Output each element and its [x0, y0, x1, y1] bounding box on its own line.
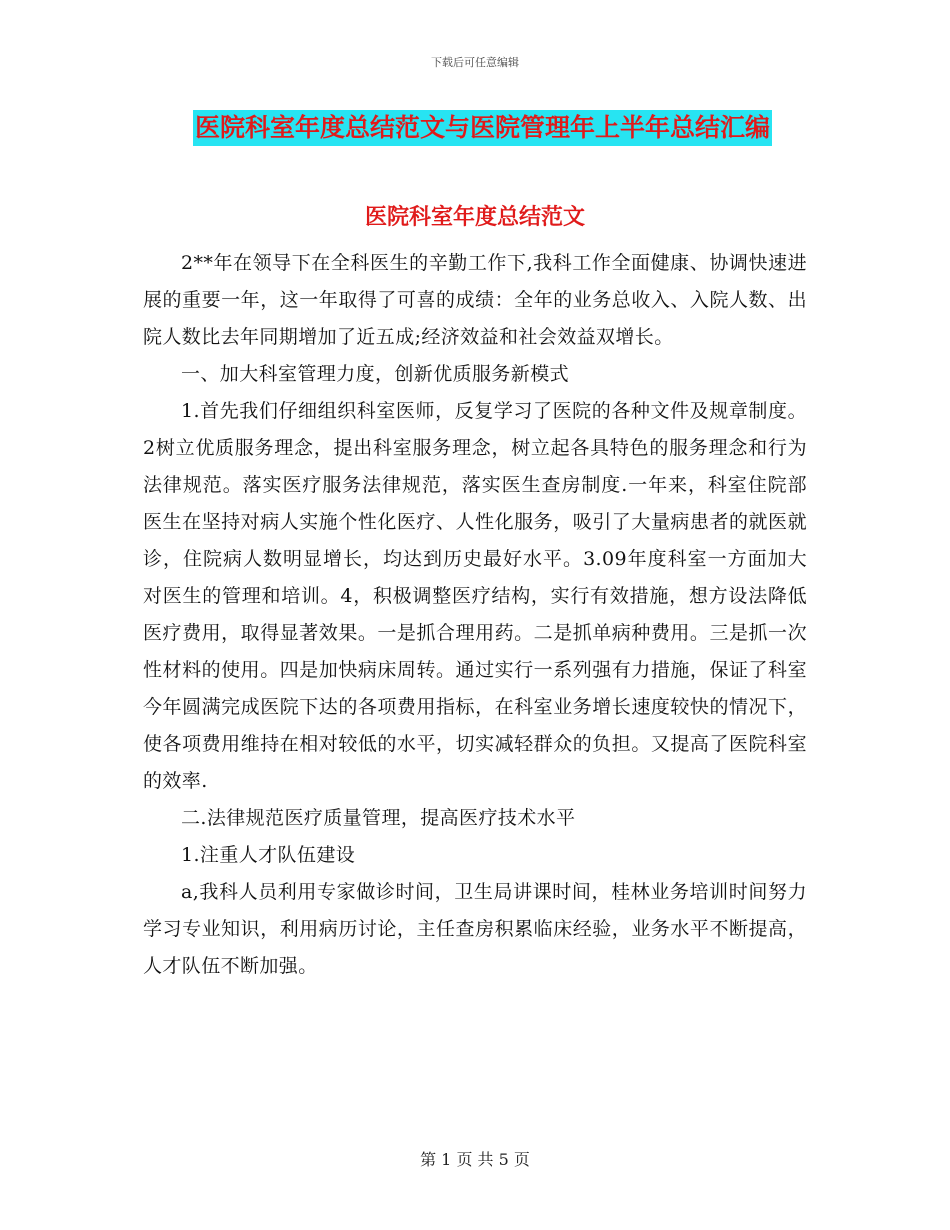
header-note: 下载后可任意编辑 [431, 56, 519, 69]
section-title: 医院科室年度总结范文 [364, 205, 585, 230]
heading-section-1: 一、加大科室管理力度，创新优质服务新模式 [181, 363, 570, 385]
document-body [143, 245, 807, 985]
page-footer: 第 1 页 共 5 页 [420, 1150, 530, 1169]
document-title: 医院科室年度总结范文与医院管理年上半年总结汇编 [193, 110, 772, 146]
subheading-talent: 1.注重人才队伍建设 [181, 844, 356, 866]
paragraph-intro: 2**年在领导下在全科医生的辛勤工作下,我科工作全面健康、协调快速进展的重要一年，这一年取得了可喜的成绩：全年的业务总收入、入院人数、出院人数比去年同期增加了近五成;经济效益和社会效益双增长。 [143, 252, 807, 348]
heading-section-2: 二.法律规范医疗质量管理，提高医疗技术水平 [181, 807, 576, 829]
paragraph-management: 1.首先我们仔细组织科室医师，反复学习了医院的各种文件及规章制度。2树立优质服务理念，提出科室服务理念，树立起各具特色的服务理念和行为法律规范。落实医疗服务法律规范，落实医生查房制度.一年来，科室住院部医生在坚持对病人实施个性化医疗、人性化服务，吸引了大量病患者的就医就诊，住院病人数明显增长，均达到历史最好水平。3.09年度科室一方面加大对医生的管理和培训。4，积极调整医疗结构，实行有效措施，想方设法降低医疗费用，取得显著效果。一是抓合理用药。二是抓单病种费用。三是抓一次性材料的使用。四是加快病床周转。通过实行一系列强有力措施，保证了科室今年圆满完成医院下达的各项费用指标，在科室业务增长速度较快的情况下，使各项费用维持在相对较低的水平，切实减轻群众的负担。又提高了医院科室的效率. [143, 400, 807, 792]
paragraph-training: a,我科人员利用专家做诊时间，卫生局讲课时间，桂林业务培训时间努力学习专业知识，利用病历讨论，主任查房积累临床经验，业务水平不断提高，人才队伍不断加强。 [143, 881, 807, 977]
